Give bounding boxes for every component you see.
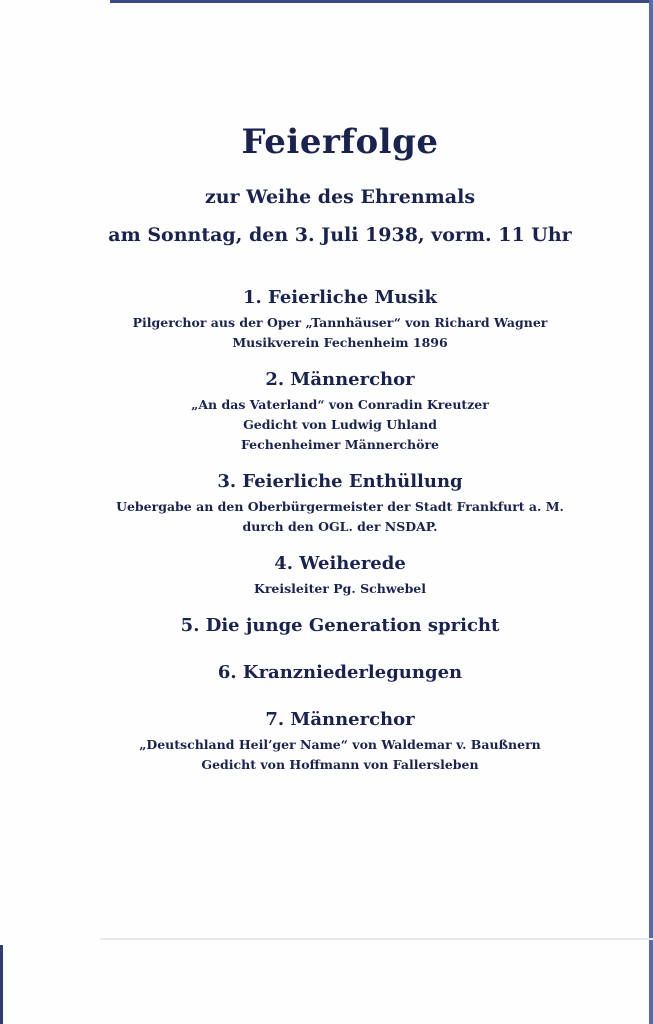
document-subtitle-occasion: zur Weihe des Ehrenmals [204, 186, 476, 208]
program-item-detail: Gedicht von Hoffmann von Fallersleben [201, 757, 479, 772]
program-item [60, 286, 620, 353]
program-item [60, 552, 620, 599]
program-item-detail: Fechenheimer Männerchöre [240, 437, 440, 452]
program-item-heading: 2. Männerchor [265, 369, 415, 390]
program-item-heading: 5. Die junge Generation spricht [180, 615, 500, 636]
program-content [60, 122, 620, 790]
program-item-detail: Kreisleiter Pg. Schwebel [253, 581, 427, 596]
program-item [60, 708, 620, 775]
program-item [60, 614, 620, 638]
program-item [60, 661, 620, 685]
program-item-detail: Musikverein Fechenheim 1896 [232, 335, 448, 350]
program-list [60, 286, 620, 775]
program-item-detail: „Deutschland Heil’ger Name“ von Waldemar v. Baußnern [139, 737, 541, 752]
page-edge-right [649, 0, 653, 1024]
program-item-detail: Uebergabe an den Oberbürgermeister der Stadt Frankfurt a. M. [116, 499, 564, 514]
document-subtitle-date: am Sonntag, den 3. Juli 1938, vorm. 11 Uhr [108, 224, 572, 246]
program-item-detail: Gedicht von Ludwig Uhland [243, 417, 437, 432]
program-item-heading: 4. Weiherede [274, 553, 406, 574]
program-item-detail: Pilgerchor aus der Oper „Tannhäuser“ von Richard Wagner [132, 315, 548, 330]
document-title: Feierfolge [241, 122, 439, 162]
program-item-heading: 6. Kranzniederlegungen [217, 662, 463, 683]
program-item-detail: „An das Vaterland“ von Conradin Kreutzer [191, 397, 489, 412]
program-item-heading: 7. Männerchor [265, 709, 415, 730]
program-item [60, 368, 620, 455]
program-item-heading: 3. Feierliche Enthüllung [217, 471, 463, 492]
page-fold-shadow [100, 938, 653, 940]
program-item-heading: 1. Feierliche Musik [243, 287, 437, 308]
page-edge-top [110, 0, 653, 3]
page-edge-left-mark [0, 945, 3, 1024]
program-item [60, 470, 620, 537]
program-item-detail: durch den OGL. der NSDAP. [242, 519, 438, 534]
